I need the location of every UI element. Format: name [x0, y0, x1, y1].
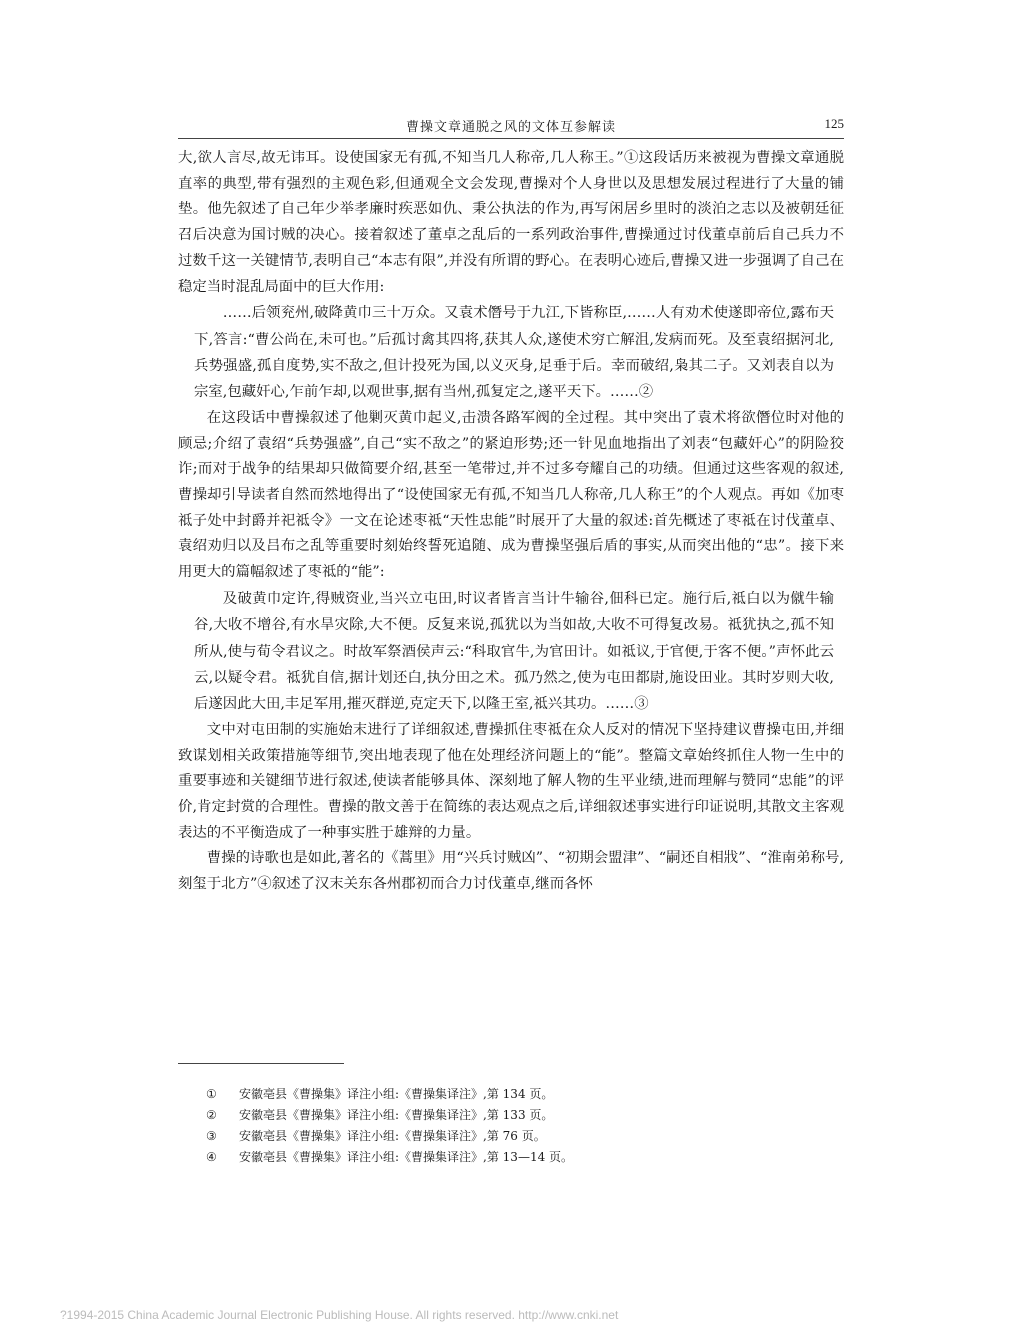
block-quote-2: 及破黄巾定许,得贼资业,当兴立屯田,时议者皆言当计牛输谷,佃科已定。施行后,祗白以为僦牛输谷,大收不增谷,有水旱灾除,大不便。反复来说,孤犹以为当如故,大收不可得复改易。祗犹执之,孤不知所从,使与荀令君议之。时故军祭酒侯声云:“科取官牛,为官田计。如祗议,于官便,于客不便。”声怀此云云,以疑令君。祗犹自信,据计划还白,执分田之术。孤乃然之,使为屯田都尉,施设田业。其时岁则大收,后遂因此大田,丰足军用,摧灭群逆,克定天下,以隆王室,祗兴其功。……③: [194, 590, 834, 713]
running-title: 曹操文章通脱之风的文体互参解读: [405, 120, 616, 135]
copyright-footer: ?1994-2015 China Academic Journal Electronic Publishing House. All rights reserved. http://www.cnki.net: [60, 1308, 619, 1322]
page-number: 125: [824, 116, 844, 131]
footnote-marker: ①: [206, 1087, 217, 1101]
footnote-marker: ②: [206, 1108, 217, 1122]
body-paragraph-4: 曹操的诗歌也是如此,著名的《蒿里》用“兴兵讨贼凶”、“初期会盟津”、“嗣还自相戕”、“淮南弟称号,刻玺于北方”④叙述了汉末关东各州郡初而合力讨伐董卓,继而各怀: [178, 850, 844, 893]
footnote-text: 安徽亳县《曹操集》译注小组:《曹操集译注》,第 133 页。: [239, 1108, 554, 1122]
running-header: [178, 116, 844, 138]
body-paragraph-3: 文中对屯田制的实施始末进行了详细叙述,曹操抓住枣祗在众人反对的情况下坚持建议曹操屯田,并细致谋划相关政策措施等细节,突出地表现了他在处理经济问题上的“能”。整篇文章始终抓住人物一生中的重要事迹和关键细节进行叙述,使读者能够具体、深刻地了解人物的生平业绩,进而理解与赞同“忠能”的评价,肯定封赏的合理性。曹操的散文善于在简练的表达观点之后,详细叙述事实进行印证说明,其散文主客观表达的不平衡造成了一种事实胜于雄辩的力量。: [178, 721, 844, 841]
footnote-text: 安徽亳县《曹操集》译注小组:《曹操集译注》,第 76 页。: [239, 1129, 546, 1143]
footnote-text: 安徽亳县《曹操集》译注小组:《曹操集译注》,第 13—14 页。: [239, 1150, 574, 1164]
body-paragraph-2: 在这段话中曹操叙述了他剿灭黄巾起义,击溃各路军阀的全过程。其中突出了袁术将欲僭位时对他的顾忌;介绍了袁绍“兵势强盛”,自己“实不敌之”的紧迫形势;还一针见血地指出了刘表“包藏奸心”的阴险狡诈;而对于战争的结果却只做简要介绍,甚至一笔带过,并不过多夸耀自己的功绩。但通过这些客观的叙述,曹操却引导读者自然而然地得出了“设使国家无有孤,不知当几人称帝,几人称王”的个人观点。再如《加枣祗子处中封爵并祀祗令》一文在论述枣祗“天性忠能”时展开了大量的叙述:首先概述了枣祗在讨伐董卓、袁绍劝归以及吕布之乱等重要时刻始终誓死追随、成为曹操坚强后盾的事实,从而突出他的“忠”。接下来用更大的篇幅叙述了枣祗的“能”:: [178, 409, 844, 581]
footnote-3: [206, 1126, 826, 1147]
footnote-2: [206, 1105, 826, 1126]
footnote-marker: ④: [206, 1150, 217, 1164]
footnote-rule: [178, 1063, 344, 1064]
footnotes: [206, 1084, 826, 1168]
footnote-4: [206, 1147, 826, 1168]
footnote-1: [206, 1084, 826, 1105]
footnote-marker: ③: [206, 1129, 217, 1143]
header-rule: [178, 138, 844, 139]
footnote-text: 安徽亳县《曹操集》译注小组:《曹操集译注》,第 134 页。: [239, 1087, 554, 1101]
body-paragraph-1: 大,欲人言尽,故无讳耳。设使国家无有孤,不知当几人称帝,几人称王。”①这段话历来被视为曹操文章通脱直率的典型,带有强烈的主观色彩,但通观全文会发现,曹操对个人身世以及思想发展过程进行了大量的铺垫。他先叙述了自己年少举孝廉时疾恶如仇、秉公执法的作为,再写闲居乡里时的淡泊之志以及被朝廷征召后决意为国讨贼的决心。接着叙述了董卓之乱后的一系列政治事件,曹操通过讨伐董卓前后自己兵力不过数千这一关键情节,表明自己“本志有限”,并没有所谓的野心。在表明心迹后,曹操又进一步强调了自己在稳定当时混乱局面中的巨大作用:: [178, 150, 844, 295]
article-body: [178, 146, 844, 898]
block-quote-1: ……后领兖州,破降黄巾三十万众。又袁术僭号于九江,下皆称臣,……人有劝术使遂即帝位,露布天下,答言:“曹公尚在,未可也。”后孤讨禽其四将,获其人众,遂使术穷亡解沮,发病而死。及至袁绍据河北,兵势强盛,孤自度势,实不敌之,但计投死为国,以义灭身,足垂于后。幸而破绍,枭其二子。又刘表自以为宗室,包藏奸心,乍前乍却,以观世事,据有当州,孤复定之,遂平天下。……②: [194, 305, 834, 401]
